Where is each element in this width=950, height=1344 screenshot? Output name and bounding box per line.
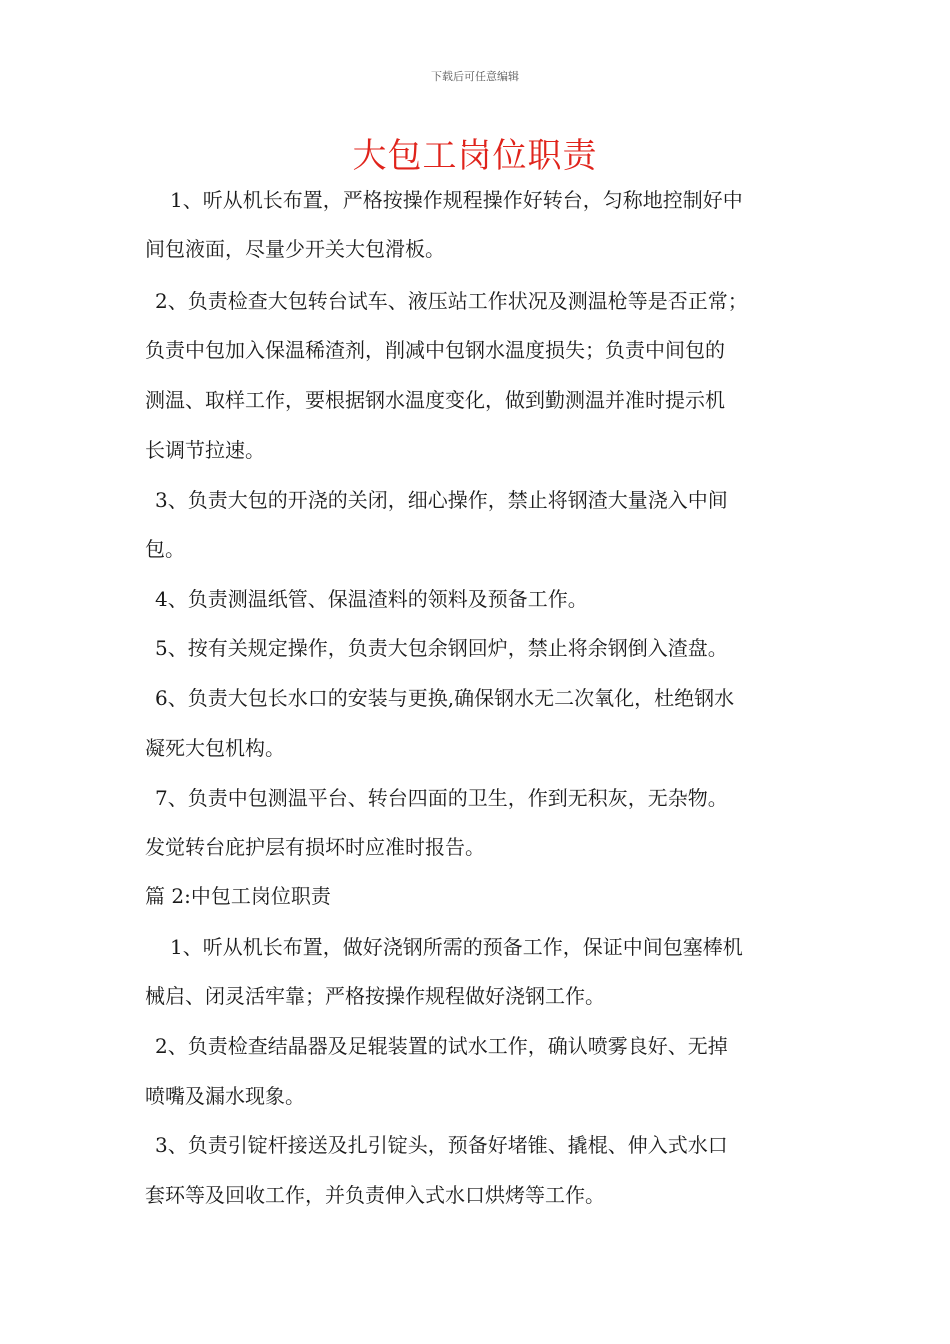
page-title: 大包工岗位职责 [352,136,598,176]
body-line: 1、听从机长布置，做好浇钢所需的预备工作，保证中间包塞棒机 [170,935,743,959]
body-line: 1、听从机长布置，严格按操作规程操作好转台，匀称地控制好中 [170,188,743,212]
body-line: 3、负责引锭杆接送及扎引锭头，预备好堵锥、撬棍、伸入式水口 [155,1133,728,1157]
body-line: 喷嘴及漏水现象。 [145,1084,305,1108]
body-line: 套环等及回收工作，并负责伸入式水口烘烤等工作。 [145,1183,605,1207]
body-line: 5、按有关规定操作，负责大包余钢回炉，禁止将余钢倒入渣盘。 [155,636,728,660]
body-line: 长调节拉速。 [145,438,265,462]
body-line: 间包液面，尽量少开关大包滑板。 [145,237,445,261]
section-heading: 篇 2:中包工岗位职责 [145,884,331,908]
body-line: 2、负责检查大包转台试车、液压站工作状况及测温枪等是否正常； [155,289,748,313]
body-line: 包。 [145,537,185,561]
body-line: 2、负责检查结晶器及足辊装置的试水工作，确认喷雾良好、无掉 [155,1034,728,1058]
body-line: 测温、取样工作，要根据钢水温度变化，做到勤测温并准时提示机 [145,388,725,412]
body-line: 发觉转台庇护层有损坏时应准时报告。 [145,835,485,859]
header-note: 下载后可任意编辑 [431,70,519,83]
body-line: 4、负责测温纸管、保温渣料的领料及预备工作。 [155,587,588,611]
body-line: 6、负责大包长水口的安装与更换,确保钢水无二次氧化，杜绝钢水 [155,686,735,710]
body-line: 负责中包加入保温稀渣剂，削减中包钢水温度损失；负责中间包的 [145,338,725,362]
body-line: 械启、闭灵活牢靠；严格按操作规程做好浇钢工作。 [145,984,605,1008]
body-line: 凝死大包机构。 [145,736,285,760]
body-line: 3、负责大包的开浇的关闭，细心操作，禁止将钢渣大量浇入中间 [155,488,728,512]
body-line: 7、负责中包测温平台、转台四面的卫生，作到无积灰，无杂物。 [155,786,728,810]
